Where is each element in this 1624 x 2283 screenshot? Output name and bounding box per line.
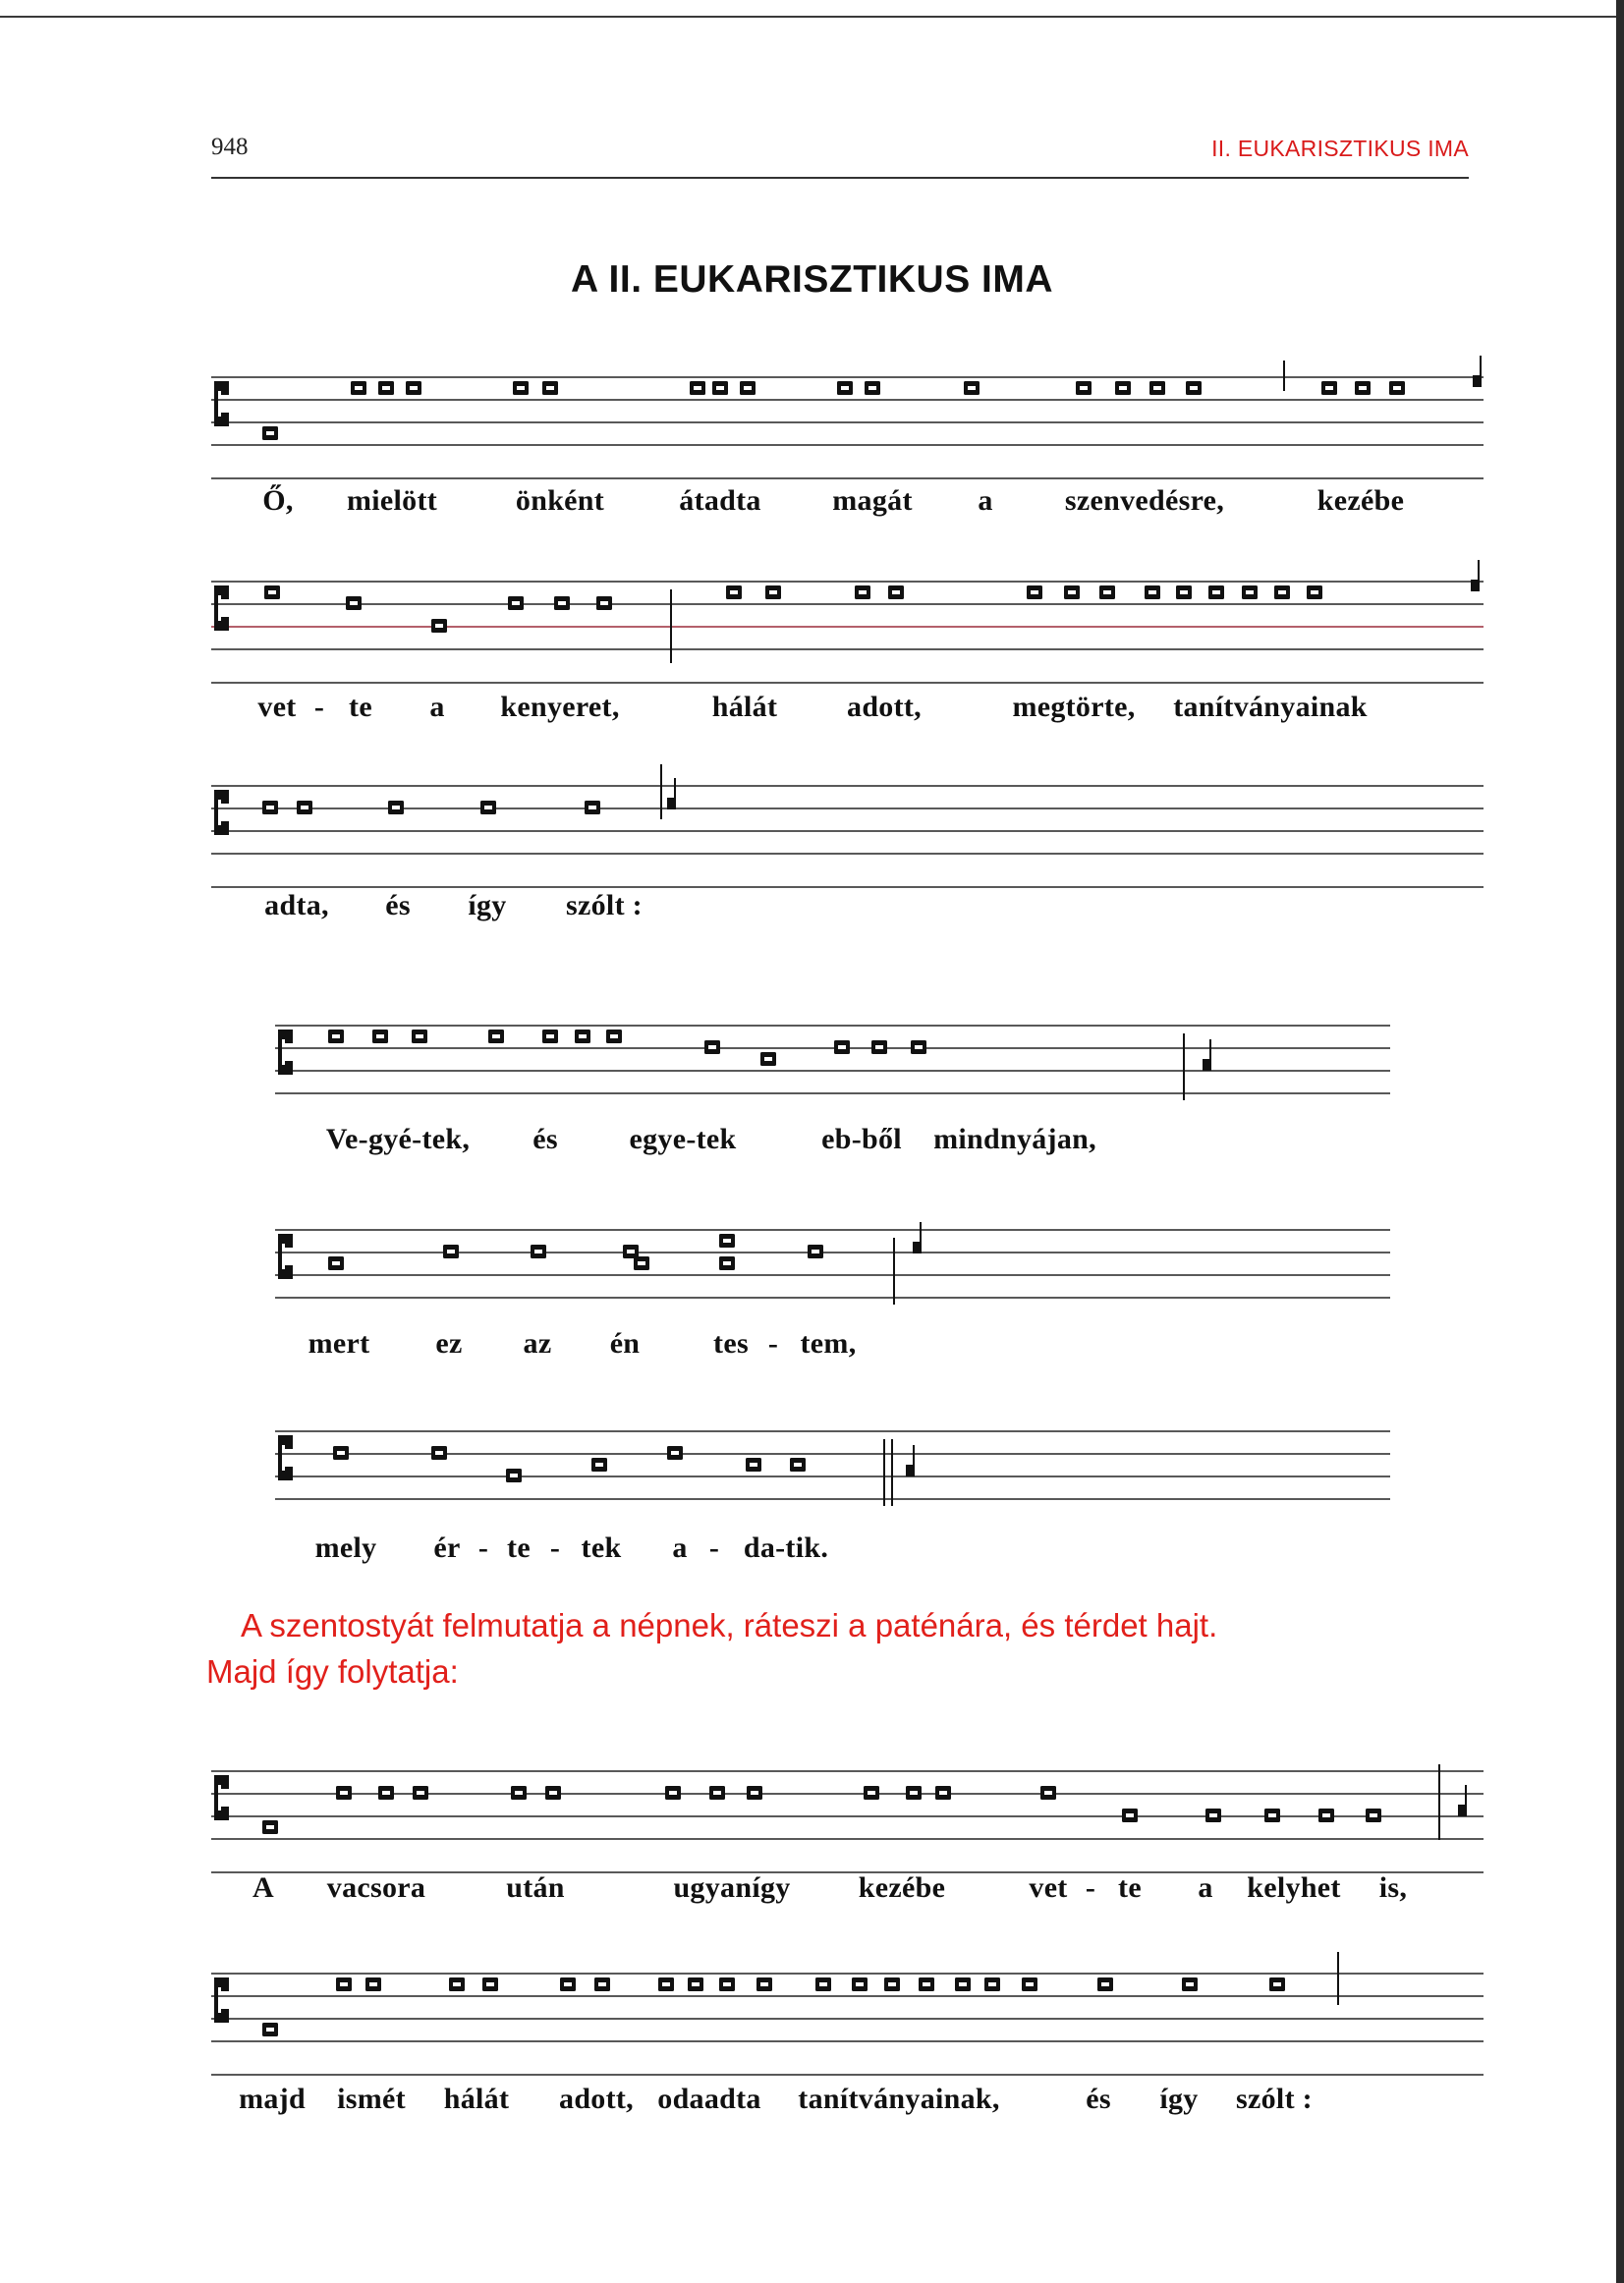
lyric-syllable: vet — [257, 691, 297, 723]
lyric-syllable: kenyeret, — [500, 691, 620, 723]
neume-note-highlight — [692, 1982, 700, 1986]
neume-note-highlight — [750, 1463, 757, 1467]
neume-note-highlight — [760, 1982, 768, 1986]
neume-note-highlight — [812, 1250, 819, 1253]
neume-note-highlight — [694, 386, 701, 390]
neume-note-highlight — [453, 1982, 461, 1986]
lyric-syllable: megtörte, — [1012, 691, 1136, 723]
lyric-syllable: - — [477, 1531, 489, 1564]
staff-group — [211, 1764, 1484, 1872]
lyric-syllable: szólt : — [1236, 2083, 1313, 2115]
neume-note-highlight — [875, 1045, 883, 1049]
custos-note — [906, 1465, 914, 1476]
neume-note-highlight — [392, 806, 400, 809]
neume-note-highlight — [892, 590, 900, 594]
neume-note-highlight — [819, 1982, 827, 1986]
lyric-syllable: egye-tek — [629, 1123, 737, 1155]
page-header — [211, 134, 1469, 173]
staff-3 — [211, 759, 1484, 872]
neume-note-highlight — [382, 386, 390, 390]
neume-note-highlight — [337, 1451, 345, 1455]
neume-note-highlight — [669, 1791, 677, 1795]
staff-group — [211, 560, 1484, 683]
neume-note-highlight — [1126, 1813, 1134, 1817]
lyric-syllable: tes — [713, 1327, 749, 1360]
neume-note-highlight — [1101, 1982, 1109, 1986]
lyric-syllable: a — [978, 484, 993, 517]
neume-note-highlight — [350, 601, 358, 605]
lyric-syllable: kezébe — [858, 1871, 946, 1904]
lyric-syllable: te — [1118, 1871, 1142, 1904]
c-clef-icon — [214, 1977, 229, 2023]
neume-note-highlight — [638, 1261, 645, 1265]
neume-note-highlight — [595, 1463, 603, 1467]
neume-note-highlight — [794, 1463, 802, 1467]
lyric-syllable: kezébe — [1316, 484, 1405, 517]
neume-note-highlight — [1325, 386, 1333, 390]
lyric-syllable: mert — [308, 1327, 370, 1360]
running-title: II. EUKARISZTIKUS IMA — [1211, 136, 1469, 161]
lyric-syllable: ez — [435, 1327, 463, 1360]
neume-note-highlight — [266, 431, 274, 435]
lyric-syllable: tek — [581, 1531, 622, 1564]
lyric-syllable: is, — [1378, 1871, 1408, 1904]
neume-note-highlight — [968, 386, 976, 390]
lyric-syllable: szenvedésre, — [1064, 484, 1225, 517]
neume-note-highlight — [486, 1982, 494, 1986]
neume-note-highlight — [708, 1045, 716, 1049]
neume-note-highlight — [769, 590, 777, 594]
neume-note-highlight — [856, 1982, 864, 1986]
lyric-syllable: adta, — [264, 889, 329, 921]
neume-note-highlight — [1268, 1813, 1276, 1817]
neume-note-highlight — [435, 624, 443, 628]
neume-note-highlight — [417, 1791, 424, 1795]
neume-note-highlight — [1311, 590, 1318, 594]
custos-note — [1471, 580, 1479, 591]
neume-note-highlight — [1273, 1982, 1281, 1986]
custos-note — [667, 798, 675, 809]
neume-note-highlight — [1359, 386, 1367, 390]
neume-note-highlight — [723, 1261, 731, 1265]
lyric-syllable: mindnyájan, — [933, 1123, 1096, 1155]
neume-note-highlight — [1370, 1813, 1377, 1817]
lyric-syllable: után — [506, 1871, 565, 1904]
lyric-syllable: ér — [433, 1531, 461, 1564]
neume-note-highlight — [1246, 590, 1254, 594]
page-number: 948 — [211, 134, 249, 160]
lyric-syllable: és — [1086, 2083, 1111, 2115]
c-clef-icon — [214, 1775, 229, 1820]
lyric-syllable: magát — [832, 484, 913, 517]
neume-note-highlight — [1209, 1813, 1217, 1817]
lyric-syllable: adott, — [847, 691, 922, 723]
neume-note-highlight — [859, 590, 867, 594]
lyric-syllable: - — [1085, 1871, 1096, 1904]
neume-note-highlight — [662, 1982, 670, 1986]
staff-7 — [211, 1745, 1484, 1853]
c-clef-icon — [214, 381, 229, 426]
neume-note-highlight — [1148, 590, 1156, 594]
neume-note-highlight — [671, 1451, 679, 1455]
lyric-syllable: vet — [1029, 1871, 1068, 1904]
lyric-syllable: vacsora — [326, 1871, 426, 1904]
neume-note-highlight — [512, 601, 520, 605]
staff-1 — [211, 351, 1484, 464]
staff-6 — [275, 1405, 1390, 1513]
neume-note-highlight — [1068, 590, 1076, 594]
neume-note-highlight — [376, 1034, 384, 1038]
staff-group — [211, 1952, 1484, 2075]
rubric-line-2: Majd így folytatja: — [206, 1653, 459, 1690]
lyric-syllable: így — [468, 889, 507, 921]
neume-note-highlight — [534, 1250, 542, 1253]
lyric-syllable: az — [523, 1327, 552, 1360]
neume-note-highlight — [868, 1791, 875, 1795]
neume-note-highlight — [716, 386, 724, 390]
c-clef-icon — [214, 585, 229, 631]
neume-note-highlight — [549, 1791, 557, 1795]
neume-note-highlight — [627, 1250, 635, 1253]
page-right-edge — [1616, 0, 1624, 2283]
neume-note-highlight — [1393, 386, 1401, 390]
lyric-syllable: én — [609, 1327, 641, 1360]
neume-note-highlight — [492, 1034, 500, 1038]
neume-note-highlight — [888, 1982, 896, 1986]
lyric-syllable: Ve-gyé-tek, — [325, 1123, 471, 1155]
neume-note-highlight — [447, 1250, 455, 1253]
lyric-syllable: odaadta — [657, 2083, 761, 2115]
neume-note-highlight — [598, 1982, 606, 1986]
staff-8 — [211, 1947, 1484, 2055]
header-rule — [211, 177, 1469, 179]
neume-note-highlight — [1044, 1791, 1052, 1795]
neume-note-highlight — [369, 1982, 377, 1986]
custos-note — [1458, 1805, 1466, 1816]
lyric-syllable: - — [549, 1531, 561, 1564]
lyric-syllable: adott, — [559, 2083, 634, 2115]
lyric-syllable: így — [1159, 2083, 1199, 2115]
neume-note-highlight — [564, 1982, 572, 1986]
neume-note-highlight — [1186, 1982, 1194, 1986]
neume-note-highlight — [939, 1791, 947, 1795]
neume-note-highlight — [579, 1034, 587, 1038]
lyric-syllable: te — [349, 691, 372, 723]
neume-note-highlight — [588, 806, 596, 809]
lyric-syllable: A — [252, 1871, 274, 1904]
staff-2 — [211, 555, 1484, 668]
neume-note-highlight — [266, 1825, 274, 1829]
lyric-syllable: ugyanígy — [673, 1871, 791, 1904]
lyric-syllable: da-tik. — [743, 1531, 829, 1564]
neume-note-highlight — [517, 386, 525, 390]
page-top-edge — [0, 16, 1624, 18]
neume-note-highlight — [730, 590, 738, 594]
neume-note-highlight — [1031, 590, 1038, 594]
lyric-syllable: és — [385, 889, 411, 921]
lyric-syllable: hálát — [711, 691, 778, 723]
neume-note-highlight — [723, 1239, 731, 1243]
staff-group — [275, 1431, 1390, 1506]
staff-5 — [275, 1203, 1390, 1311]
neume-note-highlight — [410, 386, 418, 390]
lyric-syllable: - — [767, 1327, 779, 1360]
neume-note-highlight — [723, 1982, 731, 1986]
neume-note-highlight — [988, 1982, 996, 1986]
custos-note — [913, 1242, 921, 1253]
neume-note-highlight — [1322, 1813, 1330, 1817]
lyric-syllable: a — [1198, 1871, 1213, 1904]
lyric-syllable: kelyhet — [1247, 1871, 1341, 1904]
neume-note-highlight — [1212, 590, 1220, 594]
lyric-syllable: te — [507, 1531, 531, 1564]
neume-note-highlight — [1026, 1982, 1034, 1986]
neume-note-highlight — [355, 386, 363, 390]
lyric-syllable: szólt : — [566, 889, 643, 921]
neume-note-highlight — [546, 1034, 554, 1038]
neume-note-highlight — [266, 806, 274, 809]
neume-note-highlight — [838, 1045, 846, 1049]
staff-group — [211, 356, 1484, 478]
neume-note-highlight — [1080, 386, 1088, 390]
c-clef-icon — [278, 1234, 293, 1279]
neume-note-highlight — [558, 601, 566, 605]
neume-note-highlight — [1103, 590, 1111, 594]
neume-note-highlight — [910, 1791, 918, 1795]
neume-note-highlight — [382, 1791, 390, 1795]
custos-note — [1473, 375, 1481, 387]
neume-note-highlight — [1180, 590, 1188, 594]
staff-4 — [275, 999, 1390, 1107]
lyric-syllable: átadta — [679, 484, 761, 517]
lyric-syllable: mely — [314, 1531, 377, 1564]
neume-note-highlight — [416, 1034, 423, 1038]
rubric-line-1: A szentostyát felmutatja a népnek, ráteszi a paténára, és térdet hajt. — [241, 1607, 1218, 1643]
neume-note-highlight — [1190, 386, 1198, 390]
neume-note-highlight — [546, 386, 554, 390]
neume-note-highlight — [959, 1982, 967, 1986]
neume-note-highlight — [600, 601, 608, 605]
neume-note-highlight — [515, 1791, 523, 1795]
neume-note-highlight — [268, 590, 276, 594]
lyric-syllable: önként — [515, 484, 605, 517]
neume-note-highlight — [841, 386, 849, 390]
lyric-syllable: a — [672, 1531, 688, 1564]
c-clef-icon — [214, 790, 229, 835]
c-clef-icon — [278, 1030, 293, 1075]
lyric-syllable: tem, — [800, 1327, 857, 1360]
neume-note-highlight — [923, 1982, 930, 1986]
neume-note-highlight — [332, 1034, 340, 1038]
neume-note-highlight — [340, 1791, 348, 1795]
lyric-syllable: hálát — [443, 2083, 510, 2115]
staff-group — [275, 1222, 1390, 1305]
neume-note-highlight — [764, 1057, 772, 1061]
lyric-syllable: majd — [239, 2083, 306, 2115]
neume-note-highlight — [435, 1451, 443, 1455]
neume-note-highlight — [915, 1045, 923, 1049]
neume-note-highlight — [1153, 386, 1161, 390]
neume-note-highlight — [332, 1261, 340, 1265]
lyric-syllable: ismét — [337, 2083, 406, 2115]
lyric-syllable: - — [708, 1531, 720, 1564]
neume-note-highlight — [301, 806, 308, 809]
lyric-syllable: és — [532, 1123, 558, 1155]
neume-note-highlight — [751, 1791, 758, 1795]
lyric-syllable: - — [313, 691, 325, 723]
staff-group — [211, 764, 1484, 887]
lyric-syllable: tanítványainak, — [798, 2083, 1000, 2115]
lyric-syllable: a — [429, 691, 445, 723]
lyric-syllable: tanítványainak — [1173, 691, 1368, 723]
neume-note-highlight — [713, 1791, 721, 1795]
neume-note-highlight — [510, 1474, 518, 1477]
neume-note-highlight — [266, 2028, 274, 2032]
neume-note-highlight — [610, 1034, 618, 1038]
neume-note-highlight — [868, 386, 876, 390]
page-title: A II. EUKARISZTIKUS IMA — [570, 258, 1054, 301]
staff-group — [275, 1026, 1390, 1100]
lyric-syllable: eb-ből — [821, 1123, 902, 1155]
custos-note — [1203, 1059, 1210, 1071]
neume-note-highlight — [340, 1982, 348, 1986]
c-clef-icon — [278, 1435, 293, 1480]
neume-note-highlight — [744, 386, 752, 390]
neume-note-highlight — [1278, 590, 1286, 594]
neume-note-highlight — [484, 806, 492, 809]
neume-note-highlight — [1119, 386, 1127, 390]
lyric-syllable: mielött — [346, 484, 438, 517]
lyric-syllable: Ő, — [262, 484, 294, 517]
